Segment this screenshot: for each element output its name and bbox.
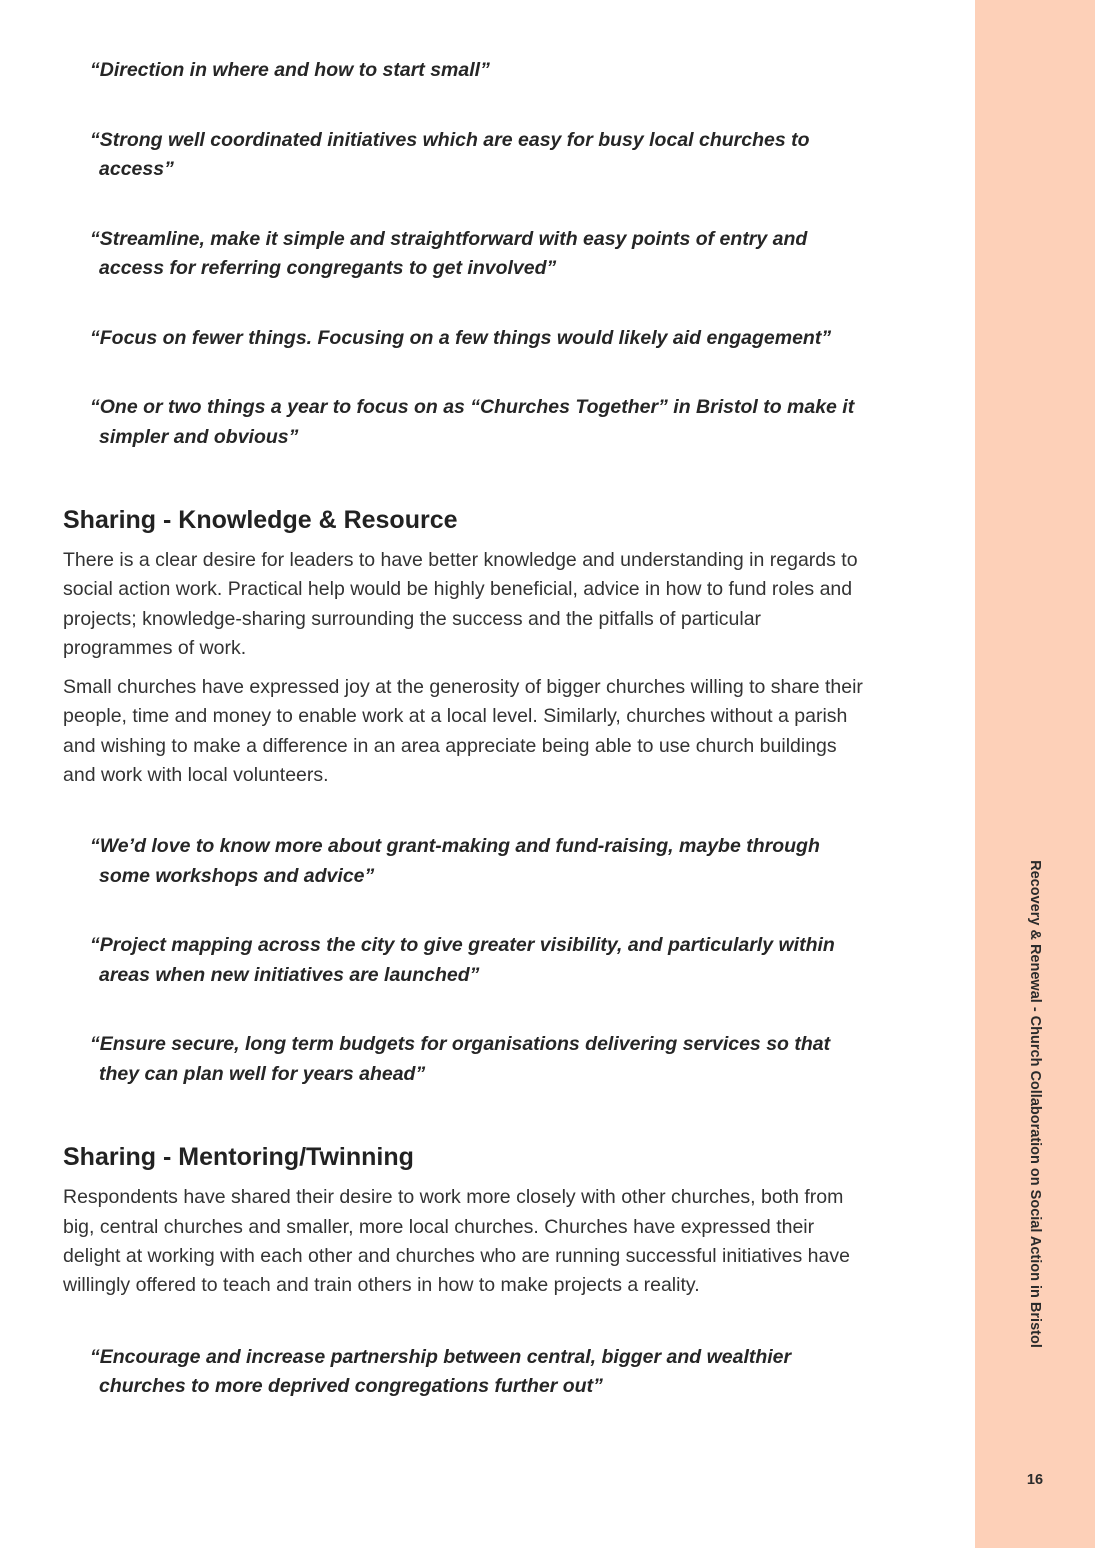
page-content <box>63 56 873 1442</box>
section-heading-knowledge-resource: Sharing - Knowledge & Resource <box>63 506 458 534</box>
body-paragraph: There is a clear desire for leaders to have better knowledge and understanding in regards to social action work. Practical help would be highly beneficial, advice in how to fund roles and projects; knowledge-sharing surrounding the success and the pitfalls of particular programmes of work. <box>63 549 858 659</box>
quote: “We’d love to know more about grant-making and fund-raising, maybe through some workshops and advice” <box>90 835 820 887</box>
quote: “Project mapping across the city to give greater visibility, and particularly within areas when new initiatives are launched” <box>90 934 835 986</box>
quote: “Encourage and increase partnership between central, bigger and wealthier churches to more deprived congregations further out” <box>90 1345 792 1398</box>
section-heading-mentoring-twinning: Sharing - Mentoring/Twinning <box>63 1143 414 1172</box>
body-paragraph: Respondents have shared their desire to work more closely with other churches, both from big, central churches and smaller, more local churches. Churches have expressed their delight at working with each other and churches who are running successful initiatives have willingly offered to teach and train others in how to make projects a reality. <box>63 1186 850 1297</box>
page-number: 16 <box>1026 1472 1044 1488</box>
quote: “Streamline, make it simple and straightforward with easy points of entry and access for referring congregants to get involved” <box>90 227 808 279</box>
quote: “Ensure secure, long term budgets for organisations delivering services so that they can plan well for years ahead” <box>90 1033 831 1085</box>
body-paragraph: Small churches have expressed joy at the generosity of bigger churches willing to share their people, time and money to enable work at a local level. Similarly, churches without a parish and wishing to make a difference in an area appreciate being able to use church buildings and work with local volunteers. <box>63 676 863 787</box>
document-title: Recovery & Renewal - Church Collaboration on Social Action in Bristol <box>1027 860 1043 1348</box>
quote: “Focus on fewer things. Focusing on a few things would likely aid engagement” <box>90 326 832 349</box>
quote: “Direction in where and how to start small” <box>90 59 490 81</box>
quote: “Strong well coordinated initiatives which are easy for busy local churches to access” <box>90 128 810 180</box>
quote: “One or two things a year to focus on as “Churches Together” in Bristol to make it simpler and obvious” <box>90 396 855 448</box>
